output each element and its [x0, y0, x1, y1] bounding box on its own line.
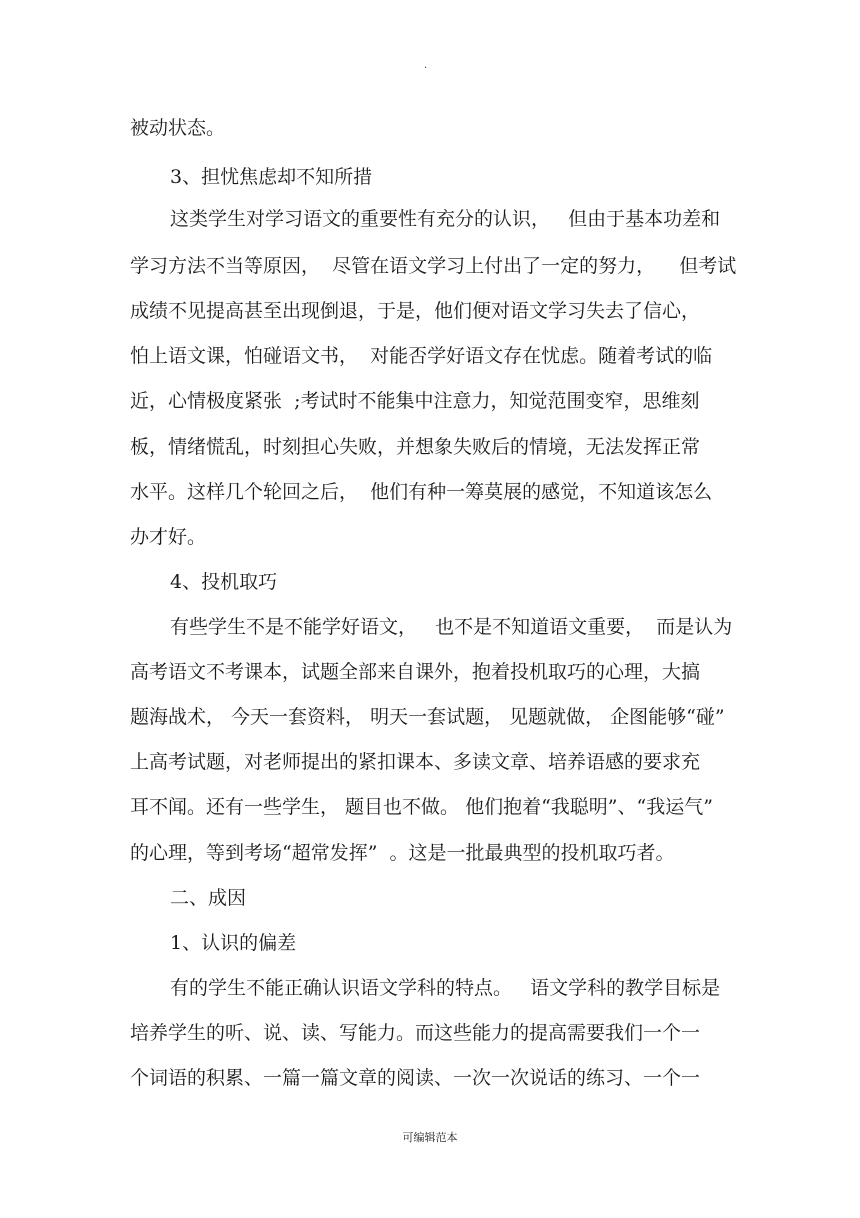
text-line: 个词语的积累、一篇一篇文章的阅读、一次一次说话的练习、一个一 [130, 1067, 701, 1089]
text-line: 有些学生不是不能学好语文， 也不是不知道语文重要， 而是认为 [170, 616, 733, 638]
text-line: 有的学生不能正确认识语文学科的特点。 语文学科的教学目标是 [170, 977, 721, 999]
text-line: 成绩不见提高甚至出现倒退，于是，他们便对语文学习失去了信心， [130, 300, 701, 322]
header-mark: . [424, 60, 428, 71]
section-heading: 二、成因 [170, 887, 247, 909]
text-line: 办才好。 [130, 526, 207, 548]
text-line: 学习方法不当等原因， 尽管在语文学习上付出了一定的努力， 但考试 [130, 255, 737, 277]
text-line: 板，情绪慌乱，时刻担心失败，并想象失败后的情境，无法发挥正常 [130, 436, 701, 458]
text-line: 的心理，等到考场“超常发挥” 。这是一批最典型的投机取巧者。 [130, 842, 675, 864]
text-line: 上高考试题，对老师提出的紧扣课本、多读文章、培养语感的要求充 [130, 751, 701, 773]
text-line: 近，心情极度紧张 ;考试时不能集中注意力，知觉范围变窄，思维刻 [130, 390, 700, 412]
text-line: 题海战术， 今天一套资料， 明天一套试题， 见题就做， 企图能够“碰” [130, 706, 725, 728]
section-heading: 3、担忧焦虑却不知所措 [170, 166, 373, 188]
text-line: 怕上语文课，怕碰语文书， 对能否学好语文存在忧虑。随着考试的临 [130, 345, 713, 367]
text-line: 被动状态。 [130, 117, 226, 139]
text-line: 耳不闻。还有一些学生， 题目也不做。 他们抱着“我聪明”、“我运气” [130, 796, 713, 818]
text-line: 这类学生对学习语文的重要性有充分的认识， 但由于基本功差和 [170, 208, 721, 230]
section-heading: 1、认识的偏差 [170, 932, 297, 954]
section-heading: 4、投机取巧 [170, 571, 278, 593]
page-footer: 可编辑范本 [402, 1131, 458, 1144]
text-line: 水平。这样几个轮回之后， 他们有种一筹莫展的感觉，不知道该怎么 [130, 481, 713, 503]
text-line: 高考语文不考课本，试题全部来自课外，抱着投机取巧的心理，大搞 [130, 661, 701, 683]
text-line: 培养学生的听、说、读、写能力。而这些能力的提高需要我们一个一 [130, 1022, 701, 1044]
